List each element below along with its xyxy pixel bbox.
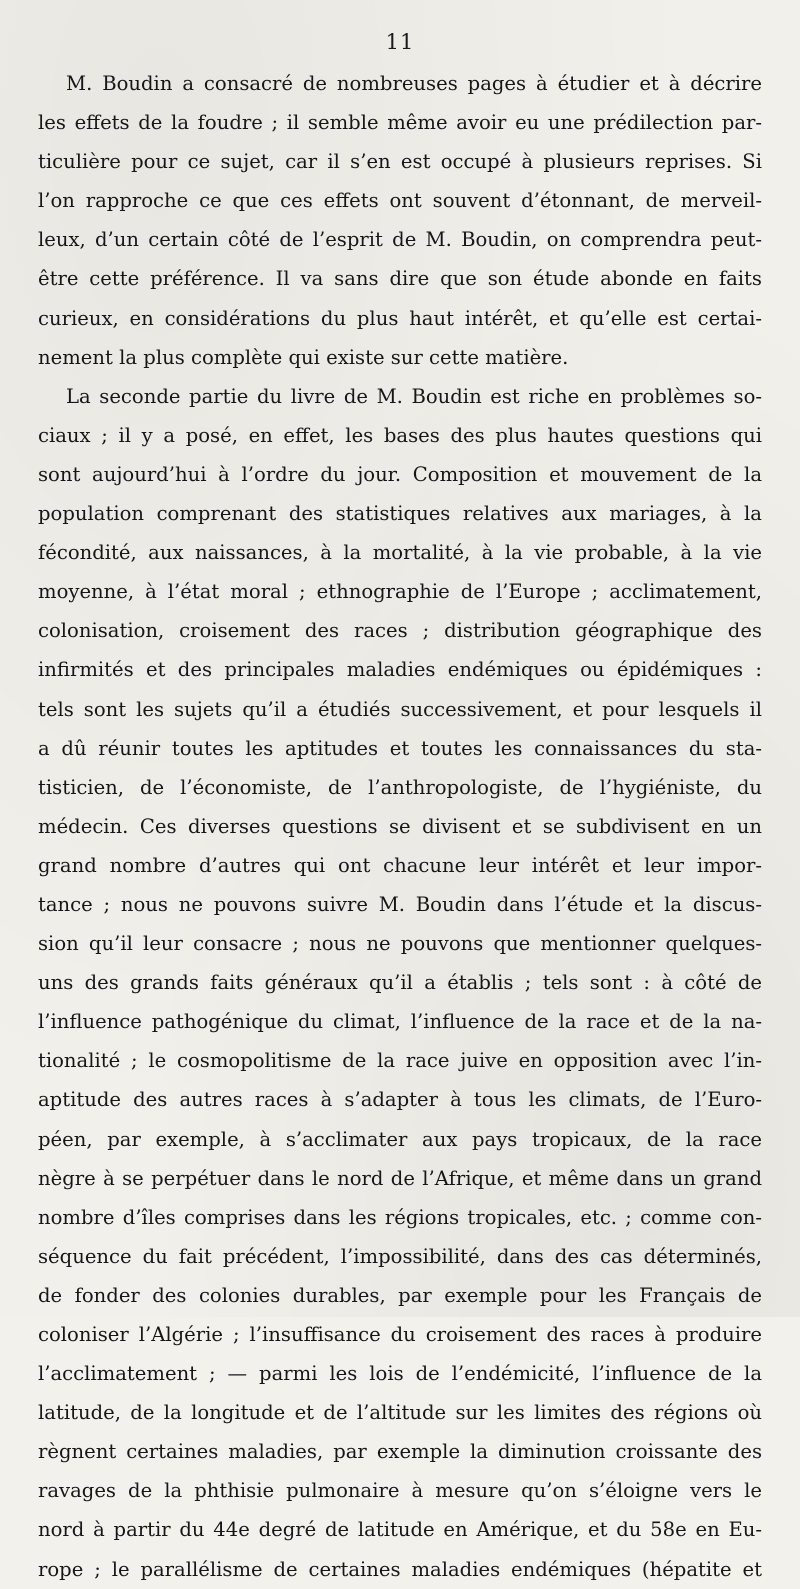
text-line: l’acclimatement ; — parmi les lois de l’endémicité, l’influence de la [38, 1362, 762, 1386]
text-line: nègre à se perpétuer dans le nord de l’Afrique, et même dans un grand [38, 1166, 762, 1190]
text-line: coloniser l’Algérie ; l’insuffisance du croisement des races à produire [38, 1323, 762, 1346]
text-line: médecin. Ces diverses questions se divisent et se subdivisent en un [38, 814, 762, 838]
text-line: ciaux ; il y a posé, en effet, les bases des plus hautes questions qui [38, 423, 762, 447]
text-line: leux, d’un certain côté de l’esprit de M. Boudin, on comprendra peut- [38, 228, 762, 252]
page-number: 11 [385, 30, 415, 54]
text-line: l’on rapproche ce que ces effets ont souvent d’étonnant, de merveil- [38, 189, 762, 213]
text-line: moyenne, à l’état moral ; ethnographie de l’Europe ; acclimatement, [38, 580, 762, 604]
text-line: rope ; le parallélisme de certaines maladies endémiques (hépatite et [38, 1557, 762, 1581]
text-line: nombre d’îles comprises dans les régions tropicales, etc. ; comme con- [38, 1205, 762, 1229]
text-line: grand nombre d’autres qui ont chacune leur intérêt et leur impor- [38, 853, 762, 877]
text-line: sion qu’il leur consacre ; nous ne pouvons que mentionner quelques- [38, 932, 762, 956]
text-line: colonisation, croisement des races ; distribution géographique des [38, 619, 762, 643]
text-line: séquence du fait précédent, l’impossibilité, dans des cas déterminés, [38, 1244, 762, 1268]
text-line: aptitude des autres races à s’adapter à tous les climats, de l’Euro- [38, 1088, 762, 1112]
text-line: fécondité, aux naissances, à la mortalité, à la vie probable, à la vie [38, 541, 762, 565]
text-line: a dû réunir toutes les aptitudes et toutes les connaissances du sta- [38, 736, 762, 760]
text-line: ticulière pour ce sujet, car il s’en est occupé à plusieurs reprises. Si [38, 150, 762, 174]
text-line: population comprenant des statistiques relatives aux mariages, à la [38, 502, 762, 526]
text-line: ravages de la phthisie pulmonaire à mesure qu’on s’éloigne vers le [38, 1479, 762, 1503]
body-text [38, 64, 762, 1589]
text-line: péen, par exemple, à s’acclimater aux pays tropicaux, de la race [38, 1127, 762, 1151]
text-line: La seconde partie du livre de M. Boudin est riche en problèmes so- [66, 384, 762, 408]
text-line: curieux, en considérations du plus haut intérêt, et qu’elle est certai- [38, 306, 762, 330]
text-line: tisticien, de l’économiste, de l’anthropologiste, de l’hygiéniste, du [38, 775, 762, 799]
text-line: les effets de la foudre ; il semble même avoir eu une prédilection par- [38, 111, 762, 135]
text-line: nement la plus complète qui existe sur cette matière. [38, 345, 569, 369]
text-line: de fonder des colonies durables, par exemple pour les Français de [38, 1283, 762, 1307]
text-line: sont aujourd’hui à l’ordre du jour. Composition et mouvement de la [38, 462, 762, 486]
text-line: règnent certaines maladies, par exemple la diminution croissante des [38, 1440, 762, 1464]
text-line: nord à partir du 44e degré de latitude en Amérique, et du 58e en Eu- [38, 1518, 762, 1542]
text-line: tionalité ; le cosmopolitisme de la race juive en opposition avec l’in- [38, 1049, 762, 1073]
text-line: infirmités et des principales maladies endémiques ou épidémiques : [38, 658, 762, 682]
text-line: latitude, de la longitude et de l’altitude sur les limites des régions où [38, 1401, 762, 1425]
text-line: tance ; nous ne pouvons suivre M. Boudin dans l’étude et la discus- [38, 892, 762, 916]
text-line: être cette préférence. Il va sans dire que son étude abonde en faits [38, 267, 762, 291]
text-line: M. Boudin a consacré de nombreuses pages à étudier et à décrire [66, 72, 762, 95]
text-line: l’influence pathogénique du climat, l’influence de la race et de la na- [38, 1010, 762, 1034]
text-line: uns des grands faits généraux qu’il a établis ; tels sont : à côté de [38, 971, 762, 995]
text-line: tels sont les sujets qu’il a étudiés successivement, et pour lesquels il [38, 697, 762, 721]
